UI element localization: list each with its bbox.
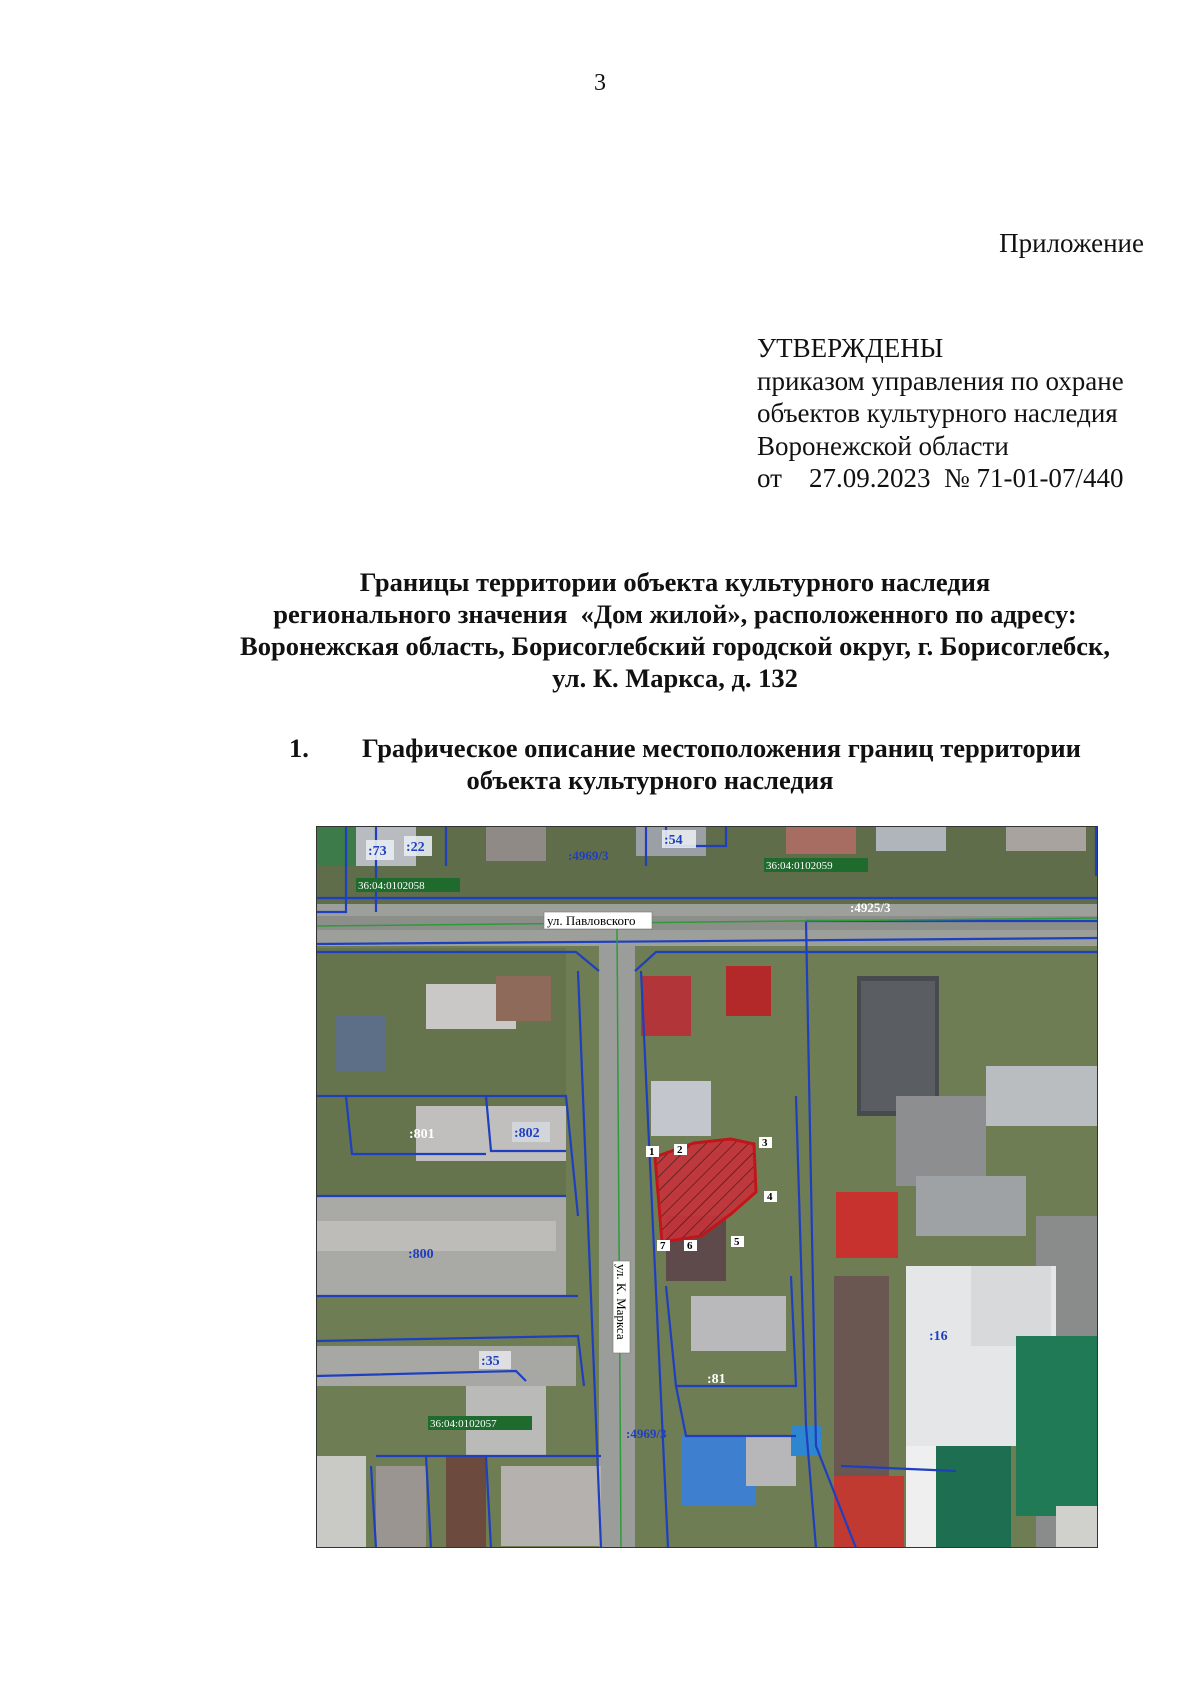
quarter-label-058: 36:04:0102058 [358,880,425,892]
parcel-label-22: :22 [406,840,425,855]
parcel-label-35: :35 [481,1354,500,1369]
parcel-label-800: :800 [408,1247,434,1262]
title-line-4: ул. К. Маркса, д. 132 [552,663,798,693]
parcel-label-4969-bottom: :4969/3 [626,1426,667,1441]
section-line-2: объекта культурного наследия [466,765,834,795]
approval-line-3: Воронежской области [757,430,1009,461]
parcel-label-16: :16 [929,1329,948,1344]
appendix-label: Приложение [999,228,1144,258]
section-line-1: Графическое описание местоположения границ территории [362,733,1081,763]
point-label-1: 1 [649,1146,655,1158]
title-line-2: регионального значения «Дом жилой», расположенного по адресу: [273,599,1077,629]
document-title [0,566,1200,694]
point-label-3: 3 [762,1137,768,1149]
point-label-5: 5 [734,1236,740,1248]
approval-date-line: от 27.09.2023 № 71-01-07/440 [757,463,1124,493]
page-number: 3 [594,70,606,96]
point-label-4: 4 [767,1191,773,1203]
parcel-label-4925: :4925/3 [850,900,891,915]
point-label-6: 6 [687,1240,693,1252]
title-line-1: Границы территории объекта культурного наследия [359,567,991,597]
approval-block [757,332,1124,495]
title-line-3: Воронежская область, Борисоглебский городской округ, г. Борисоглебск, [240,631,1110,661]
parcel-label-81: :81 [707,1372,726,1387]
street-label-pavlovskogo: ул. Павловского [547,913,636,928]
approval-heading: УТВЕРЖДЕНЫ [757,333,944,363]
point-label-2: 2 [677,1144,683,1156]
parcel-label-54: :54 [664,833,683,848]
parcel-label-4969-top: :4969/3 [568,848,609,863]
section-number: 1. [289,733,309,763]
point-label-7: 7 [660,1240,666,1252]
street-label-k-marksa: ул. К. Маркса [614,1264,629,1340]
approval-line-1: приказом управления по охране [757,365,1124,396]
quarter-label-059: 36:04:0102059 [766,860,833,872]
approval-line-2: объектов культурного наследия [757,398,1118,428]
parcel-label-801: :801 [409,1127,435,1142]
parcel-label-802: :802 [514,1126,540,1141]
quarter-label-057: 36:04:0102057 [430,1418,497,1430]
parcel-label-73: :73 [368,844,387,859]
cadastral-map [316,826,1098,1548]
